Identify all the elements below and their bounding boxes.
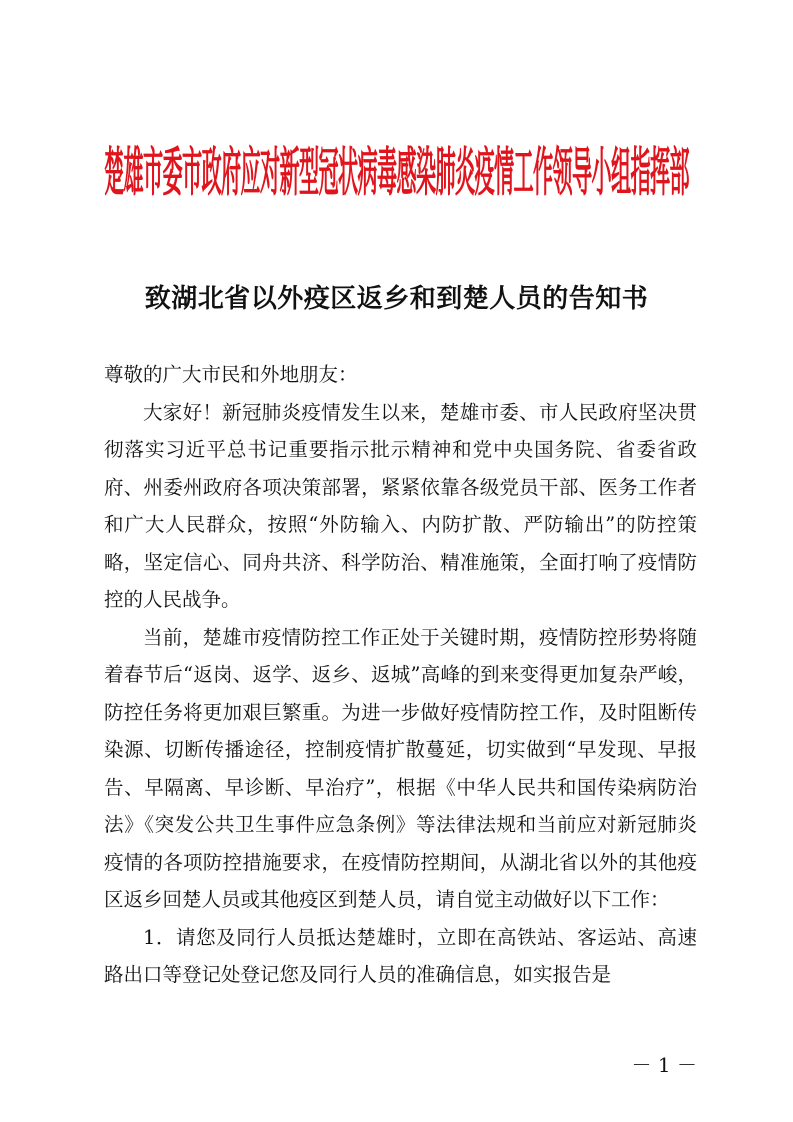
document-title: 致湖北省以外疫区返乡和到楚人员的告知书: [144, 284, 649, 314]
paragraph-intro: 大家好！新冠肺炎疫情发生以来，楚雄市委、市人民政府坚决贯彻落实习近平总书记重要指示批示精神和党中央国务院、省委省政府、州委州政府各项决策部署，紧紧依靠各级党员干部、医务工作者和广大人民群众，按照“外防输入、内防扩散、严防输出”的防控策略，坚定信心、同舟共济、科学防治、精准施策，全面打响了疫情防控的人民战争。: [104, 400, 697, 611]
letterhead-title: 楚雄市委市政府应对新型冠状病毒感染肺炎疫情工作领导小组指挥部: [104, 142, 689, 204]
paragraph-item-1: 1．请您及同行人员抵达楚雄时，立即在高铁站、客运站、高速路出口等登记处登记您及同行人员的准确信息，如实报告是: [104, 925, 697, 986]
salutation: 尊敬的广大市民和外地朋友：: [104, 363, 358, 386]
page-number: － 1 －: [631, 1053, 697, 1077]
letterhead: [104, 138, 689, 210]
document-body: [104, 356, 697, 994]
paragraph-current-situation: 当前，楚雄市疫情防控工作正处于关键时期，疫情防控形势将随着春节后“返岗、返学、返乡、返城”高峰的到来变得更加复杂严峻，防控任务将更加艰巨繁重。为进一步做好疫情防控工作，及时阻断传染源、切断传播途径，控制疫情扩散蔓延，切实做到“早发现、早报告、早隔离、早诊断、早治疗”，根据《中华人民共和国传染病防治法》《突发公共卫生事件应急条例》等法律法规和当前应对新冠肺炎疫情的各项防控措施要求，在疫情防控期间，从湖北省以外的其他疫区返乡回楚人员或其他疫区到楚人员，请自觉主动做好以下工作：: [104, 625, 697, 911]
